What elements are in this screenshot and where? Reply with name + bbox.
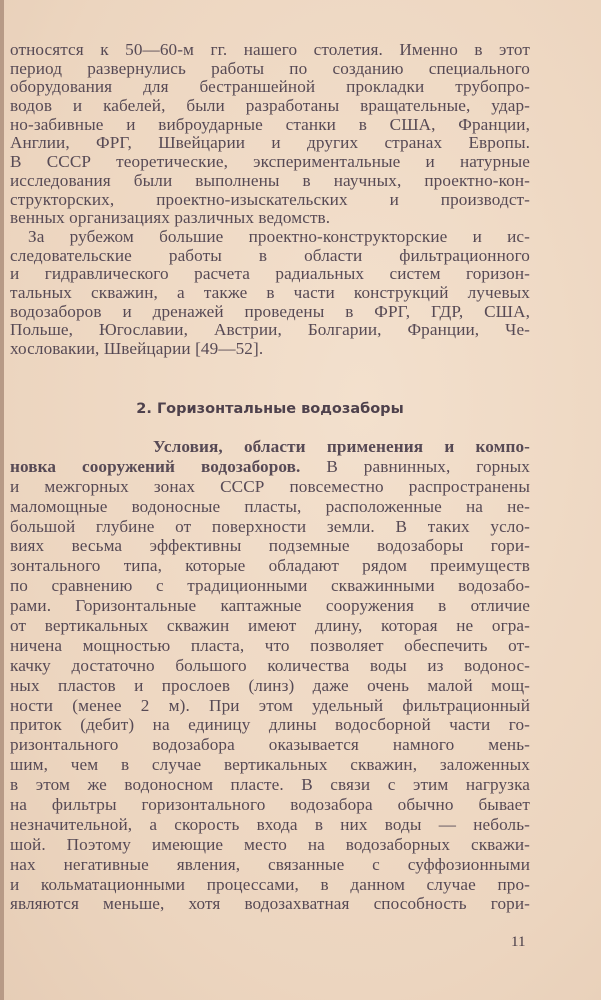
text-line: следовательские работы в области фильтрационного [10,245,530,265]
text-line: структорских, проектно-изыскательских и производст- [10,189,530,209]
text-line: шой. Поэтому имеющие место на водозаборных скважи- [10,834,530,854]
text-line: Польше, Югославии, Австрии, Болгарии, Франции, Че- [10,320,530,340]
text-line: в этом же водоносном пласте. В связи с этим нагрузка [10,775,530,795]
text-line: и кольматационными процессами, в данном случае про- [10,874,530,894]
text-line: от вертикальных скважин имеют длину, которая не огра- [10,616,530,636]
text-line: водозаборов и дренажей проведены в ФРГ, ГДР, США, [10,301,530,321]
text-line: период развернулись работы по созданию специального [10,58,530,78]
page-binding-edge [0,0,4,1000]
text-line: ности (менее 2 м). При этом удельный фильтрационный [10,695,530,715]
text-line: большой глубине от поверхности земли. В таких усло- [10,516,530,536]
text-line: относятся к 50—60-м гг. нашего столетия. Именно в этот [10,40,530,59]
run-in-heading-part-2: новка сооружений водозаборов. [10,456,301,476]
section-heading: 2. Горизонтальные водозаборы [136,401,404,417]
text-line: ничена мощностью пласта, что позволяет обеспечить от- [10,635,530,655]
text-line: виях весьма эффективны подземные водозаборы гори- [10,536,530,556]
paragraph-3 [10,437,530,914]
text-line: За рубежом большие проектно-конструкторские и ис- [28,227,530,246]
text-line: тальных скважин, а также в части конструкций лучевых [10,283,530,303]
text-line: но-забивные и виброударные станки в США, Франции, [10,114,530,134]
text-line: В СССР теоретические, экспериментальные и натурные [10,152,530,172]
text-line: Англии, ФРГ, Швейцарии и других странах Европы. [10,133,530,153]
text-line: хословакии, Швейцарии [49—52]. [10,339,264,359]
text-line: приток (дебит) на единицу длины водосборной части го- [10,715,530,735]
text-line: водов и кабелей, были разработаны вращательные, удар- [10,96,530,116]
text-line: нах негативные явления, связанные с суффозионными [10,854,530,874]
text-line: ных пластов и прослоев (линз) даже очень малой мощ- [10,675,530,695]
text-line: шим, чем в случае вертикальных скважин, заложенных [10,755,530,775]
text-run: В равнинных, горных [300,456,531,476]
text-line: ризонтального водозабора оказывается намного мень- [10,735,530,755]
text-line: зонтального типа, которые обладают рядом преимуществ [10,556,530,576]
text-line: на фильтры горизонтального водозабора обычно бывает [10,795,530,815]
text-line: по сравнению с традиционными скважинными водозабо- [10,576,530,596]
run-in-heading-part-1: Условия, области применения и компо- [153,437,530,456]
text-line: исследования были выполнены в научных, проектно-кон- [10,170,530,190]
text-line: оборудования для бестраншейной прокладки трубопро- [10,77,530,97]
text-line: венных организациях различных ведомств. [10,208,331,228]
text-line: рами. Горизонтальные каптажные сооружения в отличие [10,596,530,616]
paragraph-3-lead-line [10,437,530,457]
paragraph-3-line [10,457,530,477]
text-line: качку достаточно большого количества воды из водонос- [10,655,530,675]
page-number: 11 [511,934,526,950]
paragraph-1 [10,41,530,228]
text-line: являются меньше, хотя водозахватная способность гори- [10,894,530,914]
text-line: маломощные водоносные пласты, расположенные на не- [10,496,530,516]
text-line: и межгорных зонах СССР повсеместно распространены [10,476,530,496]
text-line: и гидравлического расчета радиальных систем горизон- [10,264,530,284]
paragraph-2 [10,228,530,359]
text-line: незначительной, а скорость входа в них воды — неболь- [10,814,530,834]
